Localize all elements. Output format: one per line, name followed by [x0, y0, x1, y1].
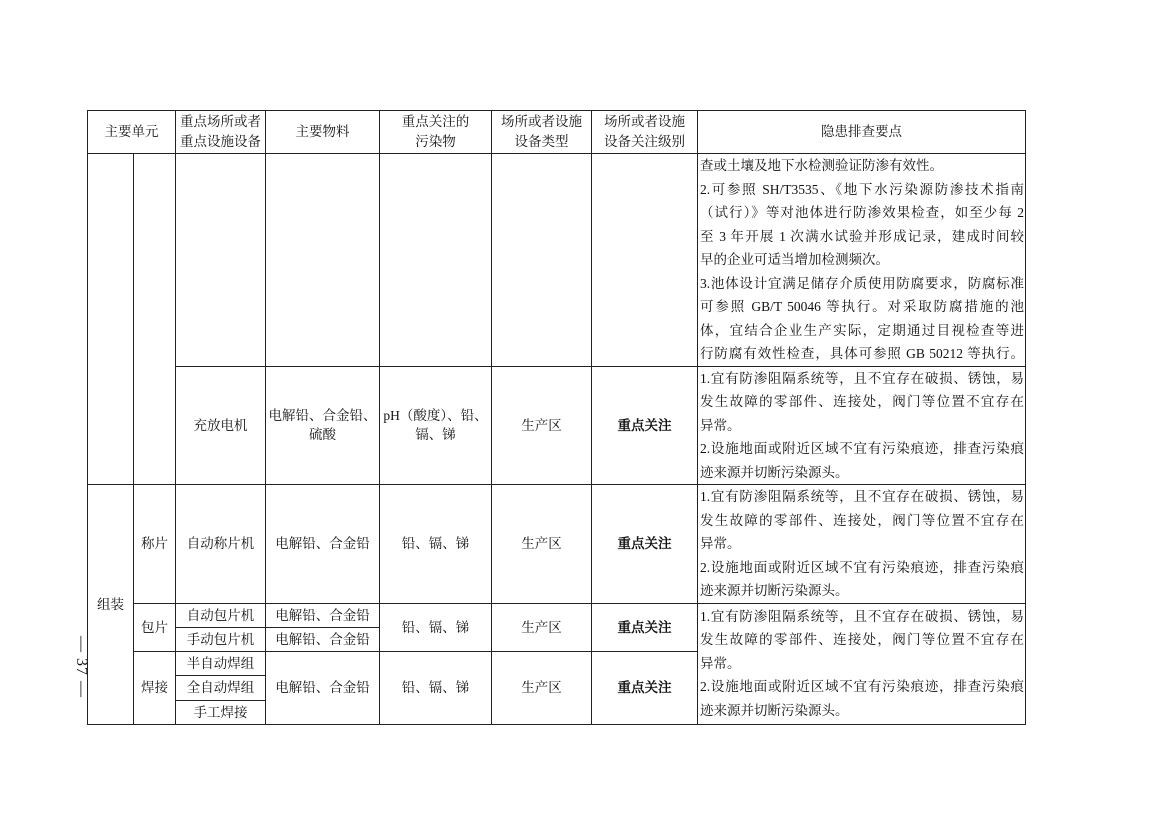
header-material: 主要物料	[266, 111, 380, 154]
note-line: 查或土壤及地下水检测验证防渗有效性。	[700, 158, 943, 173]
subunit-cell: 称片	[134, 485, 176, 604]
note-line: 迹来源并切断污染源头。	[700, 702, 849, 718]
note-line: 体，宜结合企业生产实际，定期通过目视检查等进	[700, 322, 1024, 338]
note-line: 1.宜有防渗阻隔系统等，且不宜存在破损、锈蚀，易	[700, 489, 1024, 504]
inspection-notes	[698, 485, 1026, 604]
empty-cell	[380, 154, 492, 367]
note-line: 1.宜有防渗阻隔系统等，且不宜存在破损、锈蚀，易	[700, 370, 1024, 386]
material-cell: 电解铅、合金铅	[266, 603, 380, 627]
empty-cell	[134, 154, 176, 485]
note-line: 发生故障的零部件、连接处，阀门等位置不宜存在	[700, 394, 1024, 409]
equipment-cell: 手动包片机	[176, 627, 266, 651]
inspection-notes	[698, 366, 1026, 485]
equipment-cell: 充放电机	[176, 366, 266, 485]
level-cell: 重点关注	[592, 485, 698, 604]
header-line: 重点场所或者	[180, 114, 261, 129]
header-line: 场所或者设施	[501, 114, 582, 129]
page-number: — 37 —	[73, 636, 90, 698]
inspection-notes	[698, 603, 1026, 724]
type-cell: 生产区	[492, 651, 592, 724]
equipment-cell: 半自动焊组	[176, 651, 266, 675]
note-line: 异常。	[700, 536, 741, 551]
type-cell: 生产区	[492, 603, 592, 651]
header-line: 污染物	[415, 134, 456, 149]
header-type	[492, 111, 592, 154]
hazard-inspection-table	[87, 110, 1026, 725]
material-cell: 电解铅、合金铅	[266, 485, 380, 604]
header-line: 设备类型	[514, 134, 569, 149]
empty-cell	[592, 154, 698, 367]
pollutant-cell: 铅、镉、锑	[380, 651, 492, 724]
note-line: 发生故障的零部件、连接处，阀门等位置不宜存在	[700, 632, 1024, 648]
note-line: 早的企业可适当增加检测频次。	[700, 252, 889, 267]
material-cell: 电解铅、合金铅	[266, 627, 380, 651]
header-line: 设备关注级别	[604, 134, 685, 149]
note-line: 异常。	[700, 417, 741, 433]
table-row	[88, 485, 1026, 604]
note-line: 至 3 年开展 1 次满水试验并形成记录，建成时间较	[700, 228, 1024, 244]
note-line: 迹来源并切断污染源头。	[700, 583, 849, 598]
subunit-cell: 焊接	[134, 651, 176, 724]
material-line: 电解铅、合金铅、	[268, 408, 377, 424]
header-line: 重点关注的	[401, 114, 470, 129]
equipment-cell: 全自动焊组	[176, 675, 266, 700]
header-main-unit: 主要单元	[88, 111, 176, 154]
note-line: 2.设施地面或附近区域不宜有污染痕迹，排查污染痕	[700, 679, 1024, 695]
level-cell: 重点关注	[592, 651, 698, 724]
note-line: 异常。	[700, 655, 741, 671]
pollutant-line: pH（酸度）、铅、	[383, 408, 488, 424]
pollutant-cell: 铅、镉、锑	[380, 603, 492, 651]
note-line: 2.设施地面或附近区域不宜有污染痕迹，排查污染痕	[700, 559, 1024, 575]
table-row	[88, 603, 1026, 627]
unit-cell: 组装	[88, 485, 134, 725]
material-cell	[266, 366, 380, 485]
empty-cell	[88, 154, 134, 485]
header-line: 场所或者设施	[604, 114, 685, 129]
table-row	[88, 366, 1026, 485]
note-line: 可参照 GB/T 50046 等执行。对采取防腐措施的池	[700, 299, 1024, 314]
note-line: 迹来源并切断污染源头。	[700, 464, 849, 480]
header-line: 重点设施设备	[180, 134, 261, 149]
subunit-cell: 包片	[134, 603, 176, 651]
header-row	[88, 111, 1026, 154]
pollutant-cell	[380, 366, 492, 485]
header-level	[592, 111, 698, 154]
header-pollutant	[380, 111, 492, 154]
equipment-cell: 手工焊接	[176, 700, 266, 724]
pollutant-line: 镉、锑	[415, 427, 456, 443]
note-line: 2.可参照 SH/T3535、《地下水污染源防渗技术指南	[700, 181, 1024, 197]
header-inspection-points: 隐患排查要点	[698, 111, 1026, 154]
equipment-cell: 自动包片机	[176, 603, 266, 627]
table-row	[88, 154, 1026, 367]
empty-cell	[492, 154, 592, 367]
type-cell: 生产区	[492, 485, 592, 604]
pollutant-cell: 铅、镉、锑	[380, 485, 492, 604]
level-cell: 重点关注	[592, 603, 698, 651]
note-line: 行防腐有效性检查，具体可参照 GB 50212 等执行。	[700, 346, 1024, 361]
level-cell: 重点关注	[592, 366, 698, 485]
note-line: 2.设施地面或附近区域不宜有污染痕迹，排查污染痕	[700, 441, 1024, 456]
inspection-notes	[698, 154, 1026, 367]
material-line: 硫酸	[309, 427, 336, 443]
material-cell: 电解铅、合金铅	[266, 651, 380, 724]
header-key-site	[176, 111, 266, 154]
empty-cell	[176, 154, 266, 367]
note-line: 3.池体设计宜满足储存介质使用防腐要求，防腐标准	[700, 275, 1024, 291]
type-cell: 生产区	[492, 366, 592, 485]
note-line: （试行）》等对池体进行防渗效果检查，如至少每 2	[700, 205, 1024, 220]
empty-cell	[266, 154, 380, 367]
note-line: 发生故障的零部件、连接处，阀门等位置不宜存在	[700, 512, 1024, 528]
note-line: 1.宜有防渗阻隔系统等，且不宜存在破损、锈蚀，易	[700, 608, 1024, 624]
equipment-cell: 自动称片机	[176, 485, 266, 604]
